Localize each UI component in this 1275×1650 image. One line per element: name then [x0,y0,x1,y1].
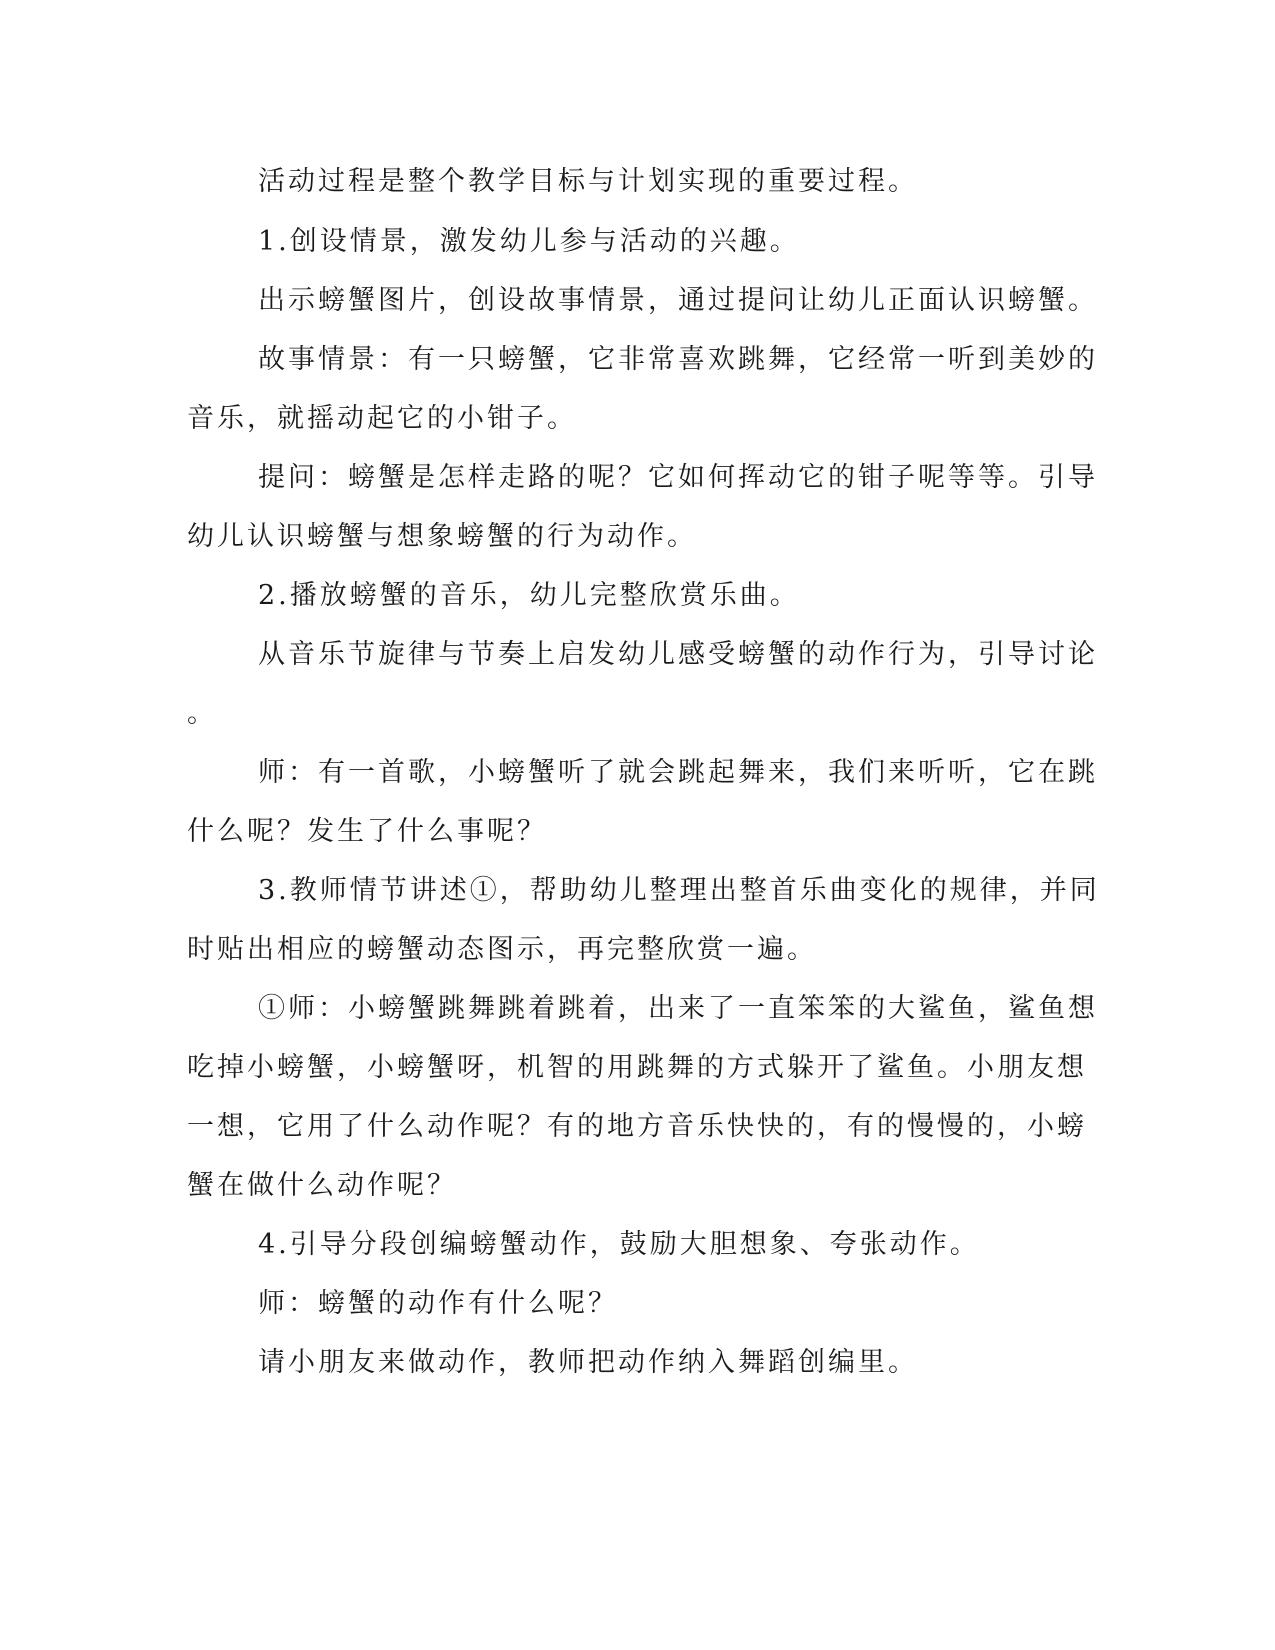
paragraph-story-line-2: 音乐，就摇动起它的小钳子。 [187,403,577,434]
paragraph-note-line-3: 一想，它用了什么动作呢？有的地方音乐快快的，有的慢慢的，小螃 [187,1111,1087,1142]
step-1-heading: 1.创设情景，激发幼儿参与活动的兴趣。 [258,226,800,257]
step-3-heading-line-2: 时贴出相应的螃蟹动态图示，再完整欣赏一遍。 [187,934,817,965]
paragraph-intro: 活动过程是整个教学目标与计划实现的重要过程。 [258,166,918,197]
paragraph-note-line-4: 蟹在做什么动作呢？ [187,1170,457,1201]
paragraph-note-line-2: 吃掉小螃蟹，小螃蟹呀，机智的用跳舞的方式躲开了鲨鱼。小朋友想 [187,1052,1087,1083]
step-3-heading-line-1: 3.教师情节讲述①，帮助幼儿整理出整首乐曲变化的规律，并同 [258,875,1100,906]
paragraph-story-line-1: 故事情景：有一只螃蟹，它非常喜欢跳舞，它经常一听到美妙的 [258,344,1098,375]
paragraph-question-line-2: 幼儿认识螃蟹与想象螃蟹的行为动作。 [187,521,697,552]
paragraph-note-line-1: ①师：小螃蟹跳舞跳着跳着，出来了一直笨笨的大鲨鱼，鲨鱼想 [258,993,1098,1024]
step-2-heading: 2.播放螃蟹的音乐，幼儿完整欣赏乐曲。 [258,580,800,611]
paragraph-melody-line-1: 从音乐节旋律与节奏上启发幼儿感受螃蟹的动作行为，引导讨论 [258,639,1098,670]
paragraph-question-line-1: 提问：螃蟹是怎样走路的呢？它如何挥动它的钳子呢等等。引导 [258,462,1098,493]
paragraph-melody-line-2: 。 [187,698,217,729]
paragraph-teacher-question: 师：螃蟹的动作有什么呢？ [258,1288,618,1319]
paragraph-teacher-song-line-1: 师：有一首歌，小螃蟹听了就会跳起舞来，我们来听听，它在跳 [258,757,1098,788]
paragraph-show-pictures: 出示螃蟹图片，创设故事情景，通过提问让幼儿正面认识螃蟹。 [258,285,1098,316]
step-4-heading: 4.引导分段创编螃蟹动作，鼓励大胆想象、夸张动作。 [258,1229,980,1260]
paragraph-children-act: 请小朋友来做动作，教师把动作纳入舞蹈创编里。 [258,1347,918,1378]
paragraph-teacher-song-line-2: 什么呢？发生了什么事呢？ [187,816,547,847]
